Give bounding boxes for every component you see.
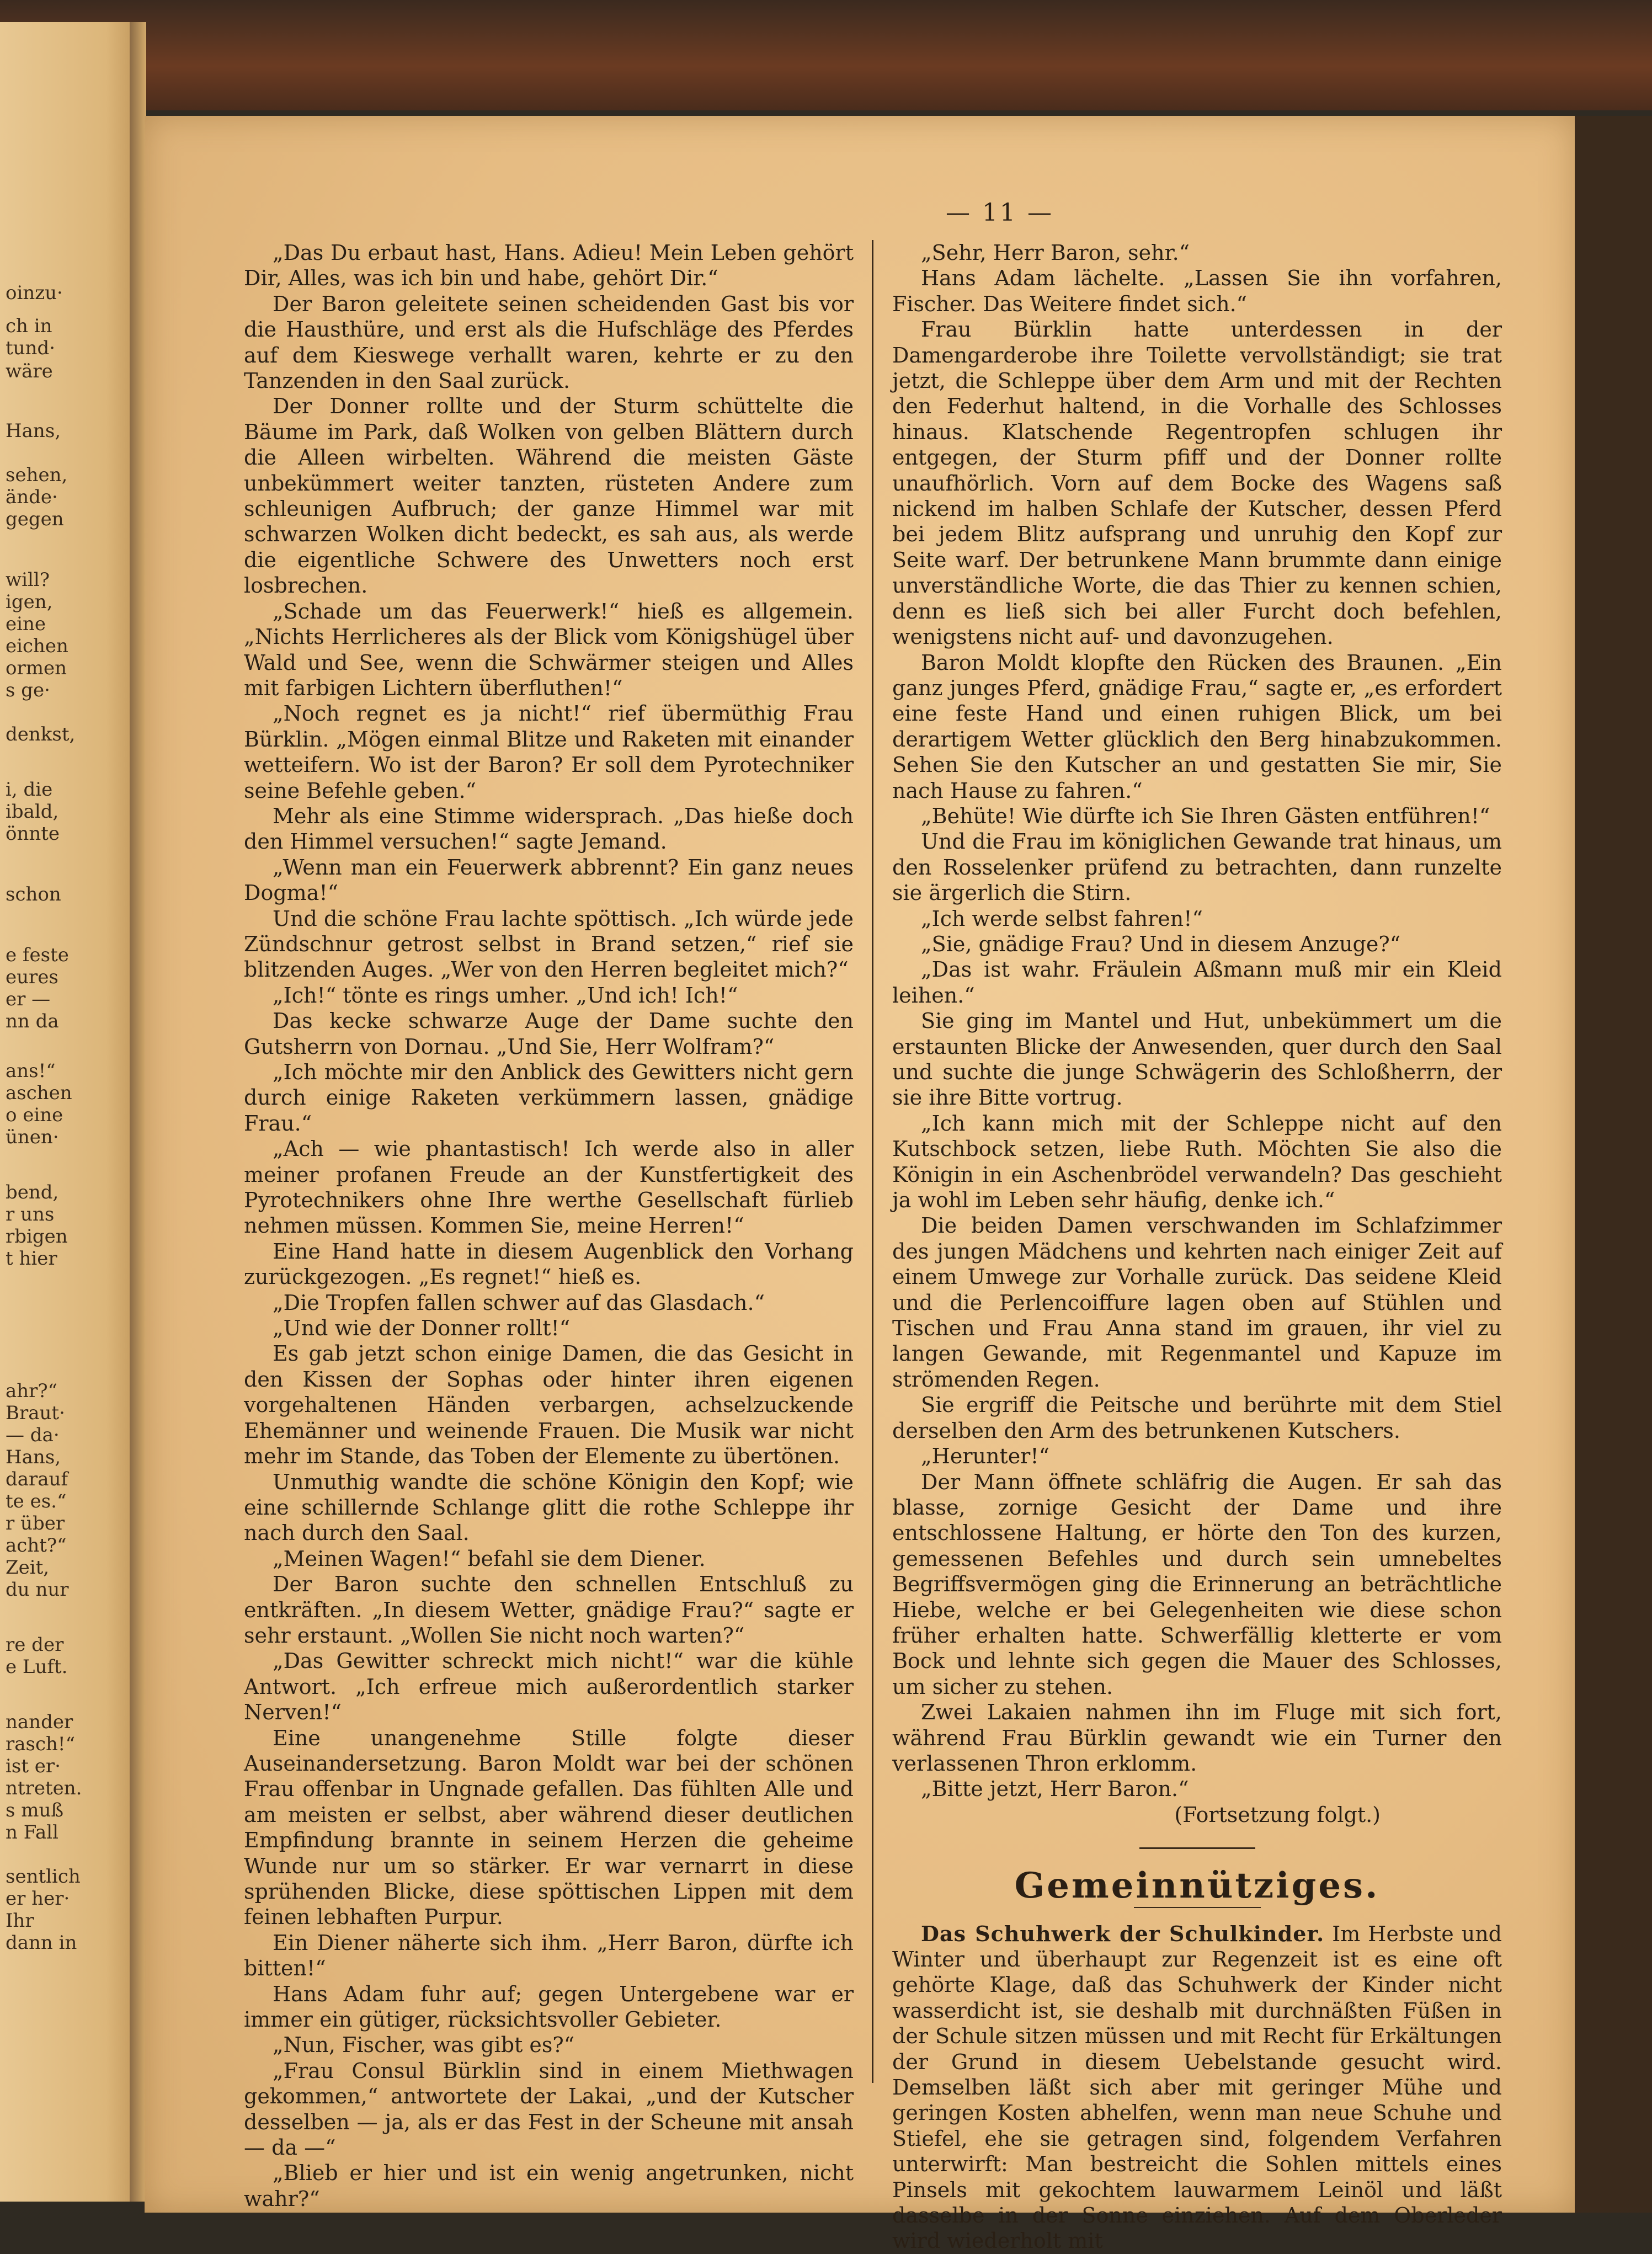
facing-page-text: nander: [6, 1711, 73, 1733]
facing-page-text: t hier: [6, 1248, 57, 1270]
facing-page-text: ünen·: [6, 1126, 59, 1148]
facing-page-text: ch in: [6, 315, 52, 337]
facing-page-text: er —: [6, 988, 51, 1010]
paragraph: Und die schöne Frau lachte spöttisch. „Ich würde jede Zündschnur getrost selbst in Brand setzen,“ rief sie blitzenden Auges. „Wer von den Herren begleitet mich?“: [244, 906, 854, 982]
paragraph: „Schade um das Feuerwerk!“ hieß es allgemein. „Nichts Herrlicheres als der Blick vom Königshügel über Wald und See, wenn die Schwärmer steigen und Alles mit farbigen Lichtern überfluthen!“: [244, 599, 854, 700]
section-heading: Gemeinnütziges.: [1014, 1865, 1380, 1907]
paragraph: Der Mann öffnete schläfrig die Augen. Er sah das blasse, zornige Gesicht der Dame und ihre entschlossene Haltung, er hörte den Ton des kurzen, gemessenen Befehles und durch sein umnebeltes Begriffsvermögen ging die Erinnerung an beträchtliche Hiebe, welche er bei Gelegenheiten wie diese schon früher erhalten hatte. Schwerfällig kletterte er vom Bock und lehnte sich gegen die Mauer des Schlosses, um sicher zu stehen.: [892, 1469, 1502, 1699]
paragraph: „Ich möchte mir den Anblick des Gewitters nicht gern durch einige Raketen verkümmern lassen, gnädige Frau.“: [244, 1060, 854, 1136]
paragraph: Der Baron suchte den schnellen Entschluß zu entkräften. „In diesem Wetter, gnädige Frau?“ sagte er sehr erstaunt. „Wollen Sie nicht noch warten?“: [244, 1572, 854, 1648]
newspaper-page: [145, 116, 1575, 2253]
facing-page-text: sehen,: [6, 464, 68, 486]
facing-page-text: önnte: [6, 823, 60, 845]
facing-page-text: n Fall: [6, 1821, 59, 1843]
paragraph: „Das ist wahr. Fräulein Aßmann muß mir ein Kleid leihen.“: [892, 957, 1502, 1008]
facing-page-text: du nur: [6, 1579, 69, 1601]
facing-page-text: s muß: [6, 1799, 64, 1821]
article-paragraph: [892, 1921, 1502, 2254]
facing-page-text: gegen: [6, 508, 64, 530]
facing-page-text: eures: [6, 966, 58, 988]
facing-page-text: o eine: [6, 1104, 63, 1126]
facing-page-text: oinzu·: [6, 282, 63, 304]
paragraph: „Die Tropfen fallen schwer auf das Glasdach.“: [273, 1290, 765, 1315]
paragraph: Das kecke schwarze Auge der Dame suchte den Gutsherrn von Dornau. „Und Sie, Herr Wolfram?“: [244, 1009, 854, 1059]
book-gutter: [130, 22, 146, 2202]
facing-page-text: te es.“: [6, 1490, 67, 1512]
facing-page-text: Hans,: [6, 1446, 61, 1468]
facing-page-fragment: [0, 22, 132, 2202]
page-number: — 11 —: [946, 199, 1054, 227]
paragraph: „Und wie der Donner rollt!“: [273, 1316, 571, 1341]
facing-page-text: bend,: [6, 1181, 59, 1203]
paragraph: Hans Adam fuhr auf; gegen Untergebene war er immer ein gütiger, rücksichtsvoller Gebieter.: [244, 1981, 854, 2032]
paragraph: Hans Adam lächelte. „Lassen Sie ihn vorfahren, Fischer. Das Weitere findet sich.“: [892, 266, 1502, 316]
paragraph: „Bitte jetzt, Herr Baron.“: [921, 1777, 1189, 1802]
right-column: [892, 240, 1502, 2254]
facing-page-text: e Luft.: [6, 1656, 68, 1678]
facing-page-text: r über: [6, 1512, 65, 1534]
page-edge-shadow: [1575, 116, 1652, 2213]
book-cover-top: [0, 0, 1652, 110]
facing-page-text: eichen: [6, 635, 68, 657]
separator-rule: [1139, 1847, 1255, 1849]
paragraph: Sie ergriff die Peitsche und berührte mit dem Stiel derselben den Arm des betrunkenen Kutschers.: [892, 1393, 1502, 1443]
facing-page-text: ände·: [6, 486, 58, 508]
facing-page-text: acht?“: [6, 1534, 67, 1557]
facing-page-text: Ihr: [6, 1910, 34, 1932]
heading-underline: [1134, 1907, 1261, 1908]
facing-page-text: wäre: [6, 360, 53, 382]
paragraph: „Nun, Fischer, was gibt es?“: [273, 2033, 575, 2058]
paragraph: Die beiden Damen verschwanden im Schlafzimmer des jungen Mädchens und kehrten nach einiger Zeit auf einem Umwege zur Vorhalle zurück. Das seidene Kleid und die Perlencoiffure lagen oben auf Stühlen und Tischen und Frau Anna stand im grauen, ihr viel zu langen Gewande, mit Regenmantel und Kapuze im strömenden Regen.: [892, 1213, 1502, 1392]
paragraph: Eine Hand hatte in diesem Augenblick den Vorhang zurückgezogen. „Es regnet!“ hieß es.: [244, 1239, 854, 1289]
paragraph: Sie ging im Mantel und Hut, unbekümmert um die erstaunten Blicke der Anwesenden, quer durch den Saal und suchte die junge Schwägerin des Schloßherrn, der sie ihre Bitte vortrug.: [892, 1009, 1502, 1110]
facing-page-text: i, die: [6, 779, 53, 801]
facing-page-text: — da·: [6, 1424, 60, 1446]
facing-page-text: darauf: [6, 1468, 68, 1490]
paragraph: „Sie, gnädige Frau? Und in diesem Anzuge?“: [921, 931, 1401, 956]
paragraph: Der Baron geleitete seinen scheidenden Gast bis vor die Hausthüre, und erst als die Hufschläge des Pferdes auf dem Kieswege verhallt waren, kehrte er zu den Tanzenden in den Saal zurück.: [244, 291, 854, 393]
paragraph: „Ach — wie phantastisch! Ich werde also in aller meiner profanen Freude an der Kunstfertigkeit des Pyrotechnikers ohne Ihre werthe Gesellschaft fürlieb nehmen müssen. Kommen Sie, meine Herren!“: [244, 1137, 854, 1238]
facing-page-text: sentlich: [6, 1866, 81, 1888]
paragraph: Eine unangenehme Stille folgte dieser Auseinandersetzung. Baron Moldt war bei der schönen Frau offenbar in Ungnade gefallen. Das fühlten Alle und am meisten er selbst, aber während dieser deutlichen Empfindung brannte in seinem Herzen die geheime Wunde nur um so stärker. Er war vernarrt in diese sprühenden Blicke, diese spöttischen Lippen mit dem feinen lebhaften Purpur.: [244, 1725, 854, 1930]
facing-page-text: er her·: [6, 1888, 70, 1910]
facing-page-text: dann in: [6, 1932, 77, 1954]
left-column: [244, 240, 854, 2212]
facing-page-text: Braut·: [6, 1402, 65, 1424]
facing-page-text: aschen: [6, 1082, 72, 1104]
facing-page-text: s ge·: [6, 679, 50, 701]
paragraph: Baron Moldt klopfte den Rücken des Braunen. „Ein ganz junges Pferd, gnädige Frau,“ sagte er, „es erfordert eine feste Hand und einen ruhigen Blick, um bei derartigem Wetter glücklich den Berg hinabzukommen. Sehen Sie den Kutscher an und gestatten Sie mir, Sie nach Hause zu fahren.“: [892, 650, 1502, 803]
facing-page-text: nn da: [6, 1010, 59, 1032]
article-body: Im Herbste und Winter und überhaupt zur Regenzeit ist es eine oft gehörte Klage, daß das Schuhwerk der Kinder nicht wasserdicht ist, sie deshalb mit durchnäßten Füßen in der Schule sitzen müssen und mit Recht für Erkältungen der Grund in diesem Uebelstande gesucht wird. Demselben läßt sich aber mit geringer Mühe und geringen Kosten abhelfen, wenn man neue Schuhe und Stiefel, ehe sie getragen sind, folgendem Verfahren unterwirft: Man bestreicht die Sohlen mittels eines Pinsels mit gekochtem lauwarmem Leinöl und läßt dasselbe in der Sonne einziehen. Auf dem Oberleder wird wiederholt mit: [892, 1921, 1502, 2253]
paragraph: Mehr als eine Stimme widersprach. „Das hieße doch den Himmel versuchen!“ sagte Jemand.: [244, 803, 854, 854]
paragraph: „Das Gewitter schreckt mich nicht!“ war die kühle Antwort. „Ich erfreue mich außerordentlich starker Nerven!“: [244, 1649, 854, 1725]
column-divider: [872, 240, 873, 2083]
paragraph: „Ich!“ tönte es rings umher. „Und ich! Ich!“: [273, 983, 738, 1008]
facing-page-text: r uns: [6, 1203, 55, 1225]
facing-page-text: will?: [6, 569, 50, 591]
facing-page-text: rasch!“: [6, 1733, 75, 1755]
paragraph: „Ich kann mich mit der Schleppe nicht auf den Kutschbock setzen, liebe Ruth. Möchten Sie also die Königin in ein Aschenbrödel verwandeln? Das geschieht ja wohl im Leben sehr häufig, denke ich.“: [892, 1111, 1502, 1213]
facing-page-text: rbigen: [6, 1225, 68, 1248]
paragraph: „Meinen Wagen!“ befahl sie dem Diener.: [273, 1546, 706, 1571]
paragraph: „Blieb er hier und ist ein wenig angetrunken, nicht wahr?“: [244, 2161, 854, 2211]
paragraph: „Behüte! Wie dürfte ich Sie Ihren Gästen entführen!“: [921, 803, 1490, 828]
paragraph: Zwei Lakaien nahmen ihn im Fluge mit sich fort, während Frau Bürklin gewandt wie ein Turner den verlassenen Thron erklomm.: [892, 1700, 1502, 1776]
paragraph: „Frau Consul Bürklin sind in einem Miethwagen gekommen,“ antwortete der Lakai, „und der Kutscher desselben — ja, als er das Fest in der Scheune mit ansah — da —“: [244, 2058, 854, 2160]
paragraph: „Das Du erbaut hast, Hans. Adieu! Mein Leben gehört Dir, Alles, was ich bin und habe, gehört Dir.“: [244, 241, 854, 291]
continuation-note: (Fortsetzung folgt.): [1174, 1802, 1381, 1827]
paragraph: Und die Frau im königlichen Gewande trat hinaus, um den Rosselenker prüfend zu betrachten, dann runzelte sie ärgerlich die Stirn.: [892, 829, 1502, 905]
paragraph: Frau Bürklin hatte unterdessen in der Damengarderobe ihre Toilette vervollständigt; sie trat jetzt, die Schleppe über dem Arm und mit der Rechten den Federhut haltend, in die Vorhalle des Schlosses hinaus. Klatschende Regentropfen schlugen ihr entgegen, der Sturm pfiff und der Donner rollte unaufhörlich. Vorn auf dem Bocke des Wagens saß nickend im halben Schlafe der Kutscher, dessen Pferd bei jedem Blitz aufsprang und unruhig den Kopf zur Seite warf. Der betrunkene Mann brummte dann einige unverständliche Worte, die das Thier zu kennen schien, denn es ließ sich bei aller Furcht doch befehlen, wenigstens nicht auf- und davonzugehen.: [892, 317, 1502, 649]
paragraph: Ein Diener näherte sich ihm. „Herr Baron, dürfte ich bitten!“: [244, 1930, 854, 1981]
facing-page-text: igen,: [6, 591, 53, 613]
facing-page-text: ibald,: [6, 801, 59, 823]
paragraph: Der Donner rollte und der Sturm schüttelte die Bäume im Park, daß Wolken von gelben Blättern durch die Alleen wirbelten. Während die meisten Gäste unbekümmert weiter tanzten, rüsteten Andere zum schleunigen Aufbruch; der ganze Himmel war mit schwarzen Wolken dicht bedeckt, es sah aus, als werde die eigentliche Schwere des Unwetters noch erst losbrechen.: [244, 394, 854, 598]
facing-page-text: ist er·: [6, 1755, 61, 1777]
paragraph: Unmuthig wandte die schöne Königin den Kopf; wie eine schillernde Schlange glitt die rothe Schleppe ihr nach durch den Saal.: [244, 1469, 854, 1546]
facing-page-text: ans!“: [6, 1060, 56, 1082]
paragraph: „Herunter!“: [921, 1444, 1050, 1469]
facing-page-text: ntreten.: [6, 1777, 82, 1799]
facing-page-text: Zeit,: [6, 1557, 50, 1579]
paragraph: „Noch regnet es ja nicht!“ rief übermüthig Frau Bürklin. „Mögen einmal Blitze und Raketen mit einander wetteifern. Wo ist der Baron? Er soll dem Pyrotechniker seine Befehle geben.“: [244, 701, 854, 803]
facing-page-text: ahr?“: [6, 1380, 58, 1402]
facing-page-text: e feste: [6, 944, 69, 966]
facing-page-text: denkst,: [6, 723, 76, 745]
paragraph: „Wenn man ein Feuerwerk abbrennt? Ein ganz neues Dogma!“: [244, 855, 854, 905]
facing-page-text: eine: [6, 613, 46, 635]
paragraph: „Ich werde selbst fahren!“: [921, 906, 1203, 931]
paragraph: „Sehr, Herr Baron, sehr.“: [921, 241, 1190, 265]
facing-page-text: tund·: [6, 337, 56, 359]
paragraph: Es gab jetzt schon einige Damen, die das Gesicht in den Kissen der Sophas oder hinter ihren eigenen vorgehaltenen Händen verbargen, achselzuckende Ehemänner und weinende Frauen. Die Musik war nicht mehr im Stande, das Toben der Elemente zu übertönen.: [244, 1341, 854, 1469]
facing-page-text: ormen: [6, 657, 67, 679]
article-title: Das Schuhwerk der Schulkinder.: [921, 1921, 1325, 1946]
facing-page-text: re der: [6, 1634, 64, 1656]
facing-page-text: schon: [6, 883, 61, 905]
facing-page-text: Hans,: [6, 420, 61, 442]
